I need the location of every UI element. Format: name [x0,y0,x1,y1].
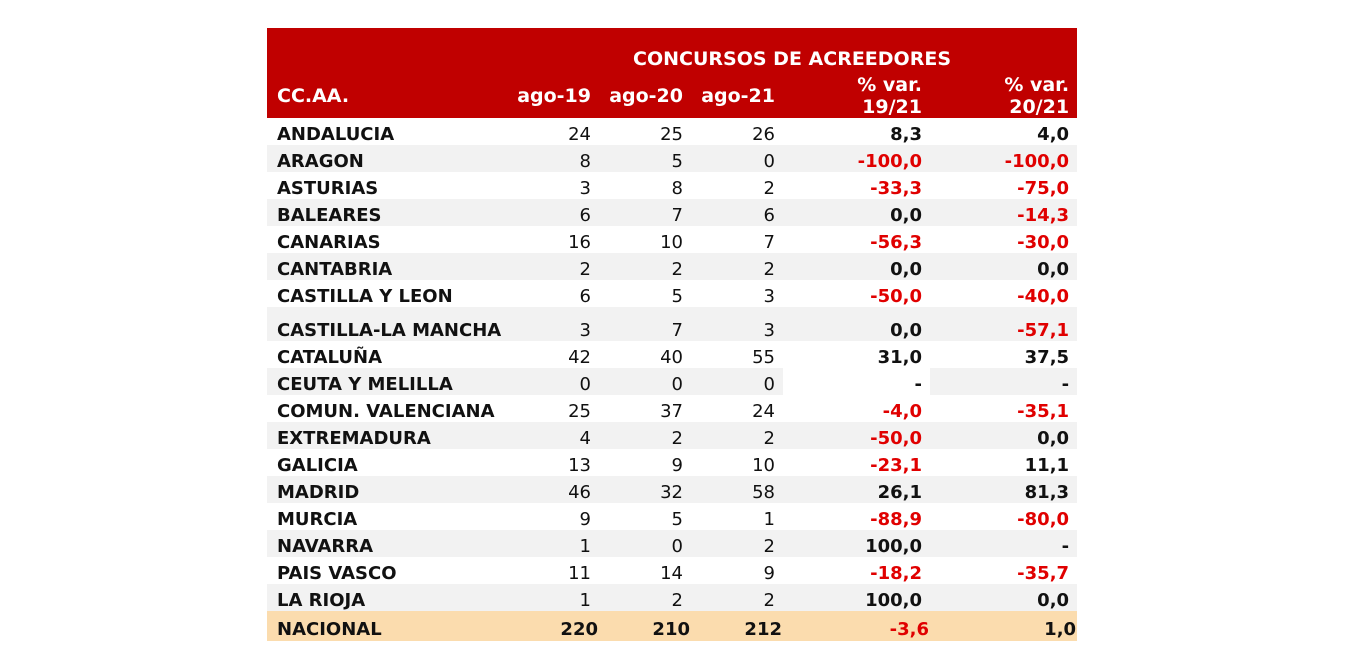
value-ago-21: 3 [691,307,783,341]
var-20-21: 4,0 [1037,124,1070,145]
var-20-21: -57,1 [930,307,1077,341]
region-name: CEUTA Y MELILLA [267,368,507,395]
value-ago-20: 2 [599,253,691,280]
column-header-ago-20: ago-20 [599,74,691,118]
var-20-21: -30,0 [1017,232,1070,253]
region-name: NAVARRA [267,530,507,557]
value-ago-20: 9 [671,455,683,476]
var-19-21: -23,1 [870,455,922,476]
value-ago-21: 7 [763,232,775,253]
table-body [267,118,1077,611]
table-row [267,280,1077,307]
table-row [267,584,1077,611]
var-20-21: 11,1 [1024,455,1070,476]
var-20-21: -35,7 [1017,563,1070,584]
column-header-region: CC.AA. [267,74,507,118]
table-title-row [267,28,1077,74]
var-19-21: -4,0 [882,401,922,422]
value-ago-19: 16 [568,232,591,253]
value-ago-20: 8 [671,178,683,199]
region-name: CASTILLA Y LEON [277,286,453,307]
value-ago-19: 8 [507,145,599,172]
var-19-21: - [783,368,930,395]
var-19-21: 0,0 [783,253,930,280]
var-19-21: -88,9 [870,509,922,530]
total-var-19-21: -3,6 [783,611,930,641]
region-name: PAIS VASCO [277,563,397,584]
value-ago-19: 11 [568,563,591,584]
table-row [267,341,1077,368]
table-title: CONCURSOS DE ACREEDORES [507,28,1077,74]
value-ago-20: 10 [660,232,683,253]
var-20-21: -80,0 [1017,509,1070,530]
value-ago-20: 2 [599,422,691,449]
var-20-21: 37,5 [1024,347,1070,368]
value-ago-20: 5 [599,145,691,172]
table-row [267,368,1077,395]
value-ago-19: 1 [507,530,599,557]
value-ago-21: 1 [763,509,775,530]
total-row [267,611,1077,641]
value-ago-19: 25 [568,401,591,422]
value-ago-21: 2 [691,422,783,449]
value-ago-19: 3 [579,178,591,199]
value-ago-19: 24 [568,124,591,145]
table-row [267,145,1077,172]
table-row [267,307,1077,341]
var-19-21: -100,0 [783,145,930,172]
value-ago-19: 46 [507,476,599,503]
var-19-21: -50,0 [783,422,930,449]
value-ago-20: 7 [599,307,691,341]
var-19-21: 100,0 [783,530,930,557]
table-row [267,172,1077,199]
creditor-proceedings-table [267,28,1077,641]
value-ago-19: 3 [507,307,599,341]
region-name: COMUN. VALENCIANA [277,401,495,422]
value-ago-21: 24 [752,401,775,422]
table-row [267,118,1077,145]
value-ago-19: 1 [507,584,599,611]
table-row [267,503,1077,530]
region-name: BALEARES [267,199,507,226]
value-ago-20: 37 [660,401,683,422]
value-ago-19: 4 [507,422,599,449]
column-header-ago-19: ago-19 [507,74,599,118]
total-ago-20: 210 [599,611,691,641]
column-header-var-19-21: % var. 19/21 [783,74,930,118]
var-20-21: 0,0 [930,584,1077,611]
column-header-row [267,74,1077,118]
value-ago-21: 2 [763,178,775,199]
region-name: CASTILLA-LA MANCHA [267,307,507,341]
value-ago-21: 0 [691,145,783,172]
value-ago-19: 9 [579,509,591,530]
table-row [267,449,1077,476]
table-row [267,226,1077,253]
value-ago-20: 7 [599,199,691,226]
value-ago-21: 2 [691,253,783,280]
value-ago-21: 55 [752,347,775,368]
region-name: EXTREMADURA [267,422,507,449]
var-19-21: -33,3 [870,178,922,199]
var-19-21: -56,3 [870,232,922,253]
value-ago-21: 2 [691,584,783,611]
var-20-21: - [930,368,1077,395]
var-19-21: 0,0 [783,199,930,226]
var-19-21: 8,3 [890,124,922,145]
title-spacer [267,28,507,74]
table-row [267,422,1077,449]
total-var-20-21: 1,0 [930,611,1077,641]
table-row [267,253,1077,280]
value-ago-20: 32 [599,476,691,503]
var-19-21: 31,0 [877,347,922,368]
var-20-21: -14,3 [930,199,1077,226]
table-row [267,530,1077,557]
value-ago-21: 2 [691,530,783,557]
var-20-21: 0,0 [930,422,1077,449]
region-name: ANDALUCIA [277,124,395,145]
total-ago-21: 212 [691,611,783,641]
value-ago-19: 42 [568,347,591,368]
value-ago-21: 58 [691,476,783,503]
value-ago-19: 13 [568,455,591,476]
region-name: MURCIA [277,509,358,530]
var-19-21: -50,0 [870,286,922,307]
value-ago-20: 0 [599,530,691,557]
var-19-21: 100,0 [783,584,930,611]
var-20-21: - [930,530,1077,557]
var-19-21: -18,2 [870,563,922,584]
value-ago-21: 0 [691,368,783,395]
var-20-21: 81,3 [930,476,1077,503]
column-header-var-20-21: % var. 20/21 [930,74,1077,118]
value-ago-21: 3 [763,286,775,307]
value-ago-21: 9 [763,563,775,584]
value-ago-20: 25 [660,124,683,145]
value-ago-19: 6 [507,199,599,226]
value-ago-19: 6 [579,286,591,307]
table-row [267,199,1077,226]
table-row [267,557,1077,584]
var-20-21: -40,0 [1017,286,1070,307]
var-19-21: 26,1 [783,476,930,503]
region-name: MADRID [267,476,507,503]
value-ago-20: 5 [671,286,683,307]
region-name: ARAGON [267,145,507,172]
value-ago-20: 2 [599,584,691,611]
value-ago-21: 10 [752,455,775,476]
region-name: LA RIOJA [267,584,507,611]
value-ago-20: 5 [671,509,683,530]
var-19-21: 0,0 [783,307,930,341]
value-ago-21: 6 [691,199,783,226]
value-ago-19: 2 [507,253,599,280]
region-name: GALICIA [277,455,358,476]
value-ago-21: 26 [752,124,775,145]
var-20-21: -75,0 [1017,178,1070,199]
total-ago-19: 220 [507,611,599,641]
region-name: CANTABRIA [267,253,507,280]
creditor-table-container [267,28,1077,641]
value-ago-20: 40 [660,347,683,368]
value-ago-20: 14 [660,563,683,584]
value-ago-19: 0 [507,368,599,395]
var-20-21: -100,0 [930,145,1077,172]
column-header-ago-21: ago-21 [691,74,783,118]
total-name: NACIONAL [267,611,507,641]
value-ago-20: 0 [599,368,691,395]
table-row [267,476,1077,503]
region-name: ASTURIAS [277,178,379,199]
var-20-21: -35,1 [1017,401,1070,422]
region-name: CATALUÑA [277,347,382,368]
var-20-21: 0,0 [930,253,1077,280]
region-name: CANARIAS [277,232,381,253]
table-row [267,395,1077,422]
